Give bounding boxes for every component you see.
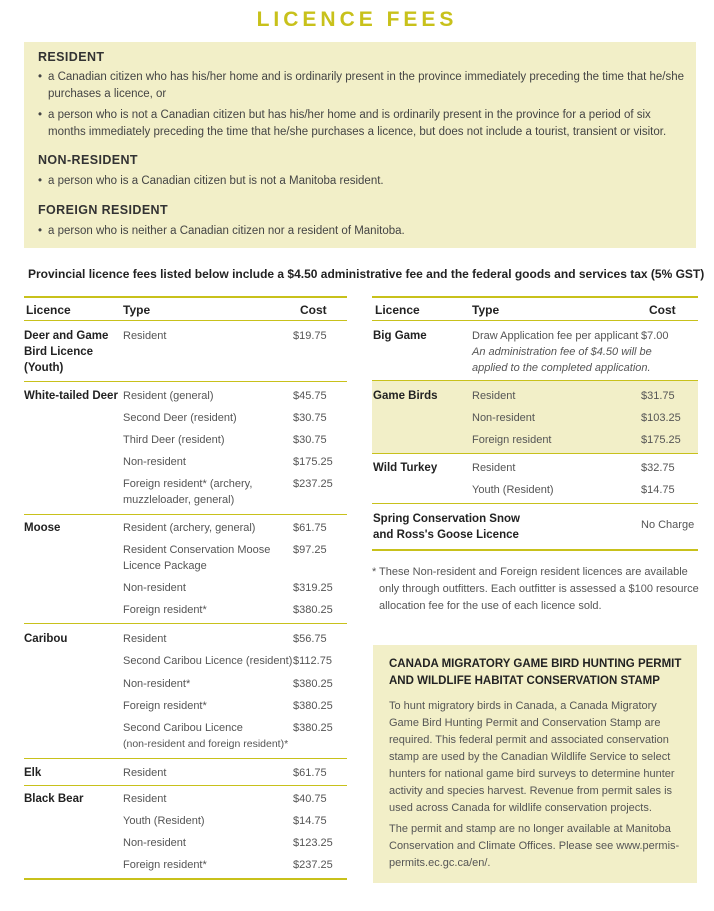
type-cell: Third Deer (resident) (123, 434, 225, 446)
type-cell: Resident (123, 767, 167, 779)
licence-deer-game-bird-youth: Deer and Game Bird Licence (Youth) (24, 330, 109, 374)
admin-fee-note: An administration fee of $4.50 will be applied to the completed application. (472, 346, 652, 374)
foreign-resident-bullet: • a person who is neither a Canadian citizen nor a resident of Manitoba. (38, 225, 405, 237)
cost-cell: $32.75 (641, 462, 675, 474)
cost-cell: $380.25 (293, 678, 333, 690)
type-cell-continued: (non-resident and foreign resident)* (123, 738, 289, 750)
table-rule (372, 296, 698, 298)
type-cell: Youth (Resident) (123, 815, 205, 827)
type-cell: Foreign resident* (123, 604, 207, 616)
cost-cell: $175.25 (293, 456, 333, 468)
right-header-licence: Licence (375, 303, 420, 317)
table-rule (24, 623, 347, 624)
migratory-permit-paragraph-1: To hunt migratory birds in Canada, a Canada Migratory Game Bird Hunting Permit and Conservation Stamp are required. This federal permit and associated conservation stamp are used by the Canadian Wildlife Service to select hunters for national game bird surveys to determine hunter activity and species harvest. Revenue from permit sales is used across Canada for wildlife conservation projects. (389, 700, 675, 814)
cost-cell: $40.75 (293, 793, 327, 805)
left-header-type: Type (123, 303, 151, 317)
type-cell: Youth (Resident) (472, 484, 554, 496)
type-cell: Non-resident* (123, 678, 191, 690)
type-cell: Non-resident (123, 582, 186, 594)
resident-heading: RESIDENT (38, 50, 105, 64)
migratory-permit-paragraph-2: The permit and stamp are no longer available at Manitoba Conservation and Climate Offices. Please see www.permis-permits.ec.gc.ca/en/. (389, 823, 680, 869)
cost-cell: $123.25 (293, 837, 333, 849)
cost-cell: $103.25 (641, 412, 681, 424)
type-cell: Second Caribou Licence (123, 722, 243, 734)
right-header-type: Type (472, 303, 500, 317)
licence-caribou: Caribou (24, 633, 68, 645)
type-cell: Resident (general) (123, 390, 214, 402)
migratory-permit-heading: CANADA MIGRATORY GAME BIRD HUNTING PERMIT AND WILDLIFE HABITAT CONSERVATION STAMP (389, 658, 682, 687)
type-cell: Resident (123, 330, 167, 342)
type-cell: Foreign resident (472, 434, 552, 446)
migratory-permit-box (373, 645, 697, 883)
right-header-cost: Cost (649, 303, 676, 317)
table-rule (24, 514, 347, 515)
cost-cell: $175.25 (641, 434, 681, 446)
type-cell: Resident (archery, general) (123, 522, 256, 534)
cost-cell: $30.75 (293, 412, 327, 424)
cost-cell: $237.25 (293, 478, 333, 490)
type-cell: Resident (472, 462, 516, 474)
table-rule (24, 785, 347, 786)
cost-cell: $380.25 (293, 700, 333, 712)
licence-game-birds: Game Birds (373, 390, 438, 402)
licence-white-tailed-deer: White-tailed Deer (24, 390, 118, 402)
type-cell: Second Deer (resident) (123, 412, 237, 424)
table-rule (372, 320, 698, 321)
cost-cell: $56.75 (293, 633, 327, 645)
table-rule (372, 453, 698, 454)
type-cell: Resident (123, 793, 167, 805)
cost-cell: $237.25 (293, 859, 333, 871)
licence-moose: Moose (24, 522, 61, 534)
table-rule (24, 381, 347, 382)
table-rule (24, 320, 347, 321)
table-rule (24, 296, 347, 298)
licence-big-game: Big Game (373, 330, 427, 342)
type-cell: Non-resident (472, 412, 535, 424)
foreign-resident-heading: FOREIGN RESIDENT (38, 203, 169, 217)
non-resident-bullet: • a person who is a Canadian citizen but is not a Manitoba resident. (38, 175, 384, 187)
outfitter-footnote (372, 564, 702, 615)
cost-cell: $14.75 (293, 815, 327, 827)
cost-cell: $61.75 (293, 767, 327, 779)
type-cell: Foreign resident* (archery, muzzleloader, general) (123, 478, 253, 506)
non-resident-heading: NON-RESIDENT (38, 153, 138, 167)
table-rule (24, 758, 347, 759)
licence-elk: Elk (24, 767, 42, 779)
cost-cell: $30.75 (293, 434, 327, 446)
licence-black-bear: Black Bear (24, 793, 84, 805)
footnote-mark: * (372, 566, 377, 578)
cost-cell: $380.25 (293, 722, 333, 734)
licence-spring-conservation-snow-goose: Spring Conservation Snow and Ross's Goose Licence (373, 513, 520, 541)
cost-cell: $45.75 (293, 390, 327, 402)
resident-bullet-2: • a person who is not a Canadian citizen but has his/her home and is ordinarily present in the province for a period of six months immediately preceding the time that he/she purchases a licence, but does not include a tourist, transient or visitor. (38, 109, 667, 138)
cost-cell: $31.75 (641, 390, 675, 402)
cost-cell: $112.75 (293, 655, 332, 667)
type-cell: Non-resident (123, 837, 186, 849)
type-cell: Foreign resident* (123, 859, 207, 871)
cost-cell: $97.25 (293, 544, 327, 556)
cost-cell: $380.25 (293, 604, 333, 616)
type-cell: Foreign resident* (123, 700, 207, 712)
table-rule (24, 878, 347, 880)
page-title: LICENCE FEES (256, 8, 458, 31)
cost-cell: $319.25 (293, 582, 333, 594)
cost-cell: $7.00 (641, 330, 669, 342)
type-cell: Resident Conservation Moose Licence Package (123, 544, 271, 572)
fee-note: Provincial licence fees listed below include a $4.50 administrative fee and the federal goods and services tax (5% GST) (28, 267, 705, 281)
cost-cell: $61.75 (293, 522, 327, 534)
resident-bullet-1: • a Canadian citizen who has his/her home and is ordinarily present in the province immediately preceding the time that he/she purchases a licence, or (38, 71, 685, 100)
table-rule (372, 549, 698, 551)
type-cell: Resident (123, 633, 167, 645)
table-rule (372, 503, 698, 504)
type-cell: Resident (472, 390, 516, 402)
definitions-box (24, 42, 696, 248)
left-header-cost: Cost (300, 303, 327, 317)
cost-cell: $19.75 (293, 330, 327, 342)
type-cell: Second Caribou Licence (resident) (123, 655, 293, 667)
cost-cell: No Charge (641, 519, 695, 531)
licence-wild-turkey: Wild Turkey (373, 462, 438, 474)
footnote-text: These Non-resident and Foreign resident licences are available only through outfitters. Each outfitter is assessed a $100 resource allocation fee for the use of each licence sold. (379, 566, 699, 612)
type-cell: Draw Application fee per applicant (472, 330, 639, 342)
cost-cell: $14.75 (641, 484, 675, 496)
left-header-licence: Licence (26, 303, 71, 317)
type-cell: Non-resident (123, 456, 186, 468)
